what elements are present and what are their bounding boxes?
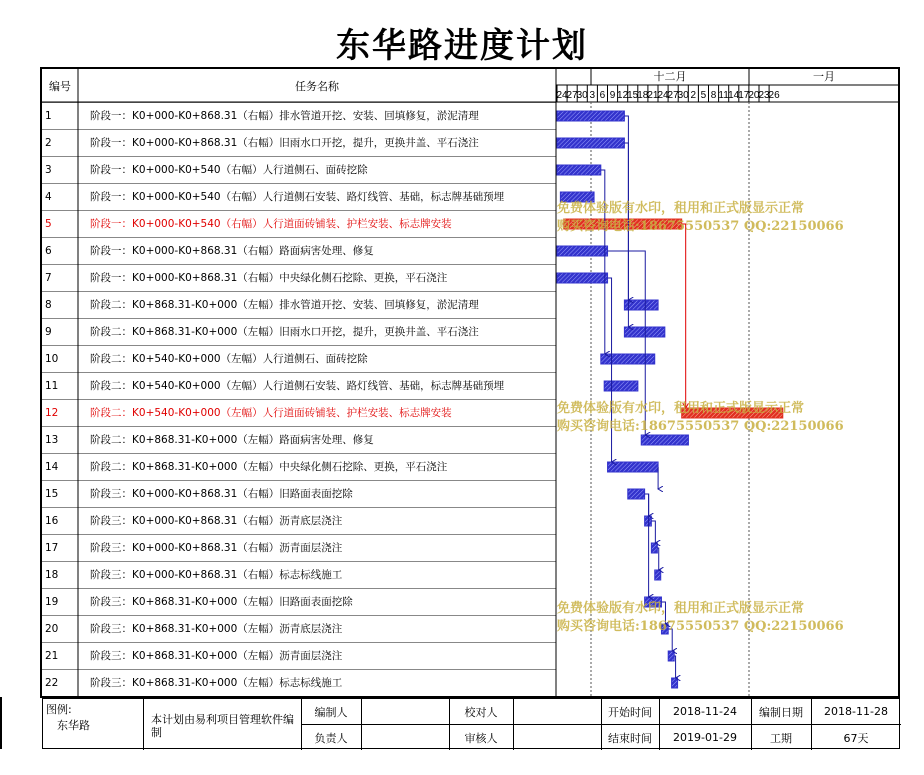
- task-name: 阶段一：K0+000-K0+868.31（右幅）排水管道开挖、安装、回填修复，淤泥清理: [90, 110, 479, 122]
- task-number: 6: [45, 245, 52, 257]
- task-name: 阶段二：K0+868.31-K0+000（左幅）旧雨水口开挖，提升，更换井盖、平石浇注: [90, 326, 479, 338]
- column-header-name: 任务名称: [295, 79, 339, 93]
- watermark-line2: 购买咨询电话:18675550537 QQ:22150066: [557, 619, 844, 634]
- dependency-link: [651, 521, 655, 543]
- watermark-line2: 购买咨询电话:18675550537 QQ:22150066: [557, 219, 844, 234]
- day-label: 27: [667, 90, 679, 101]
- dependency-link: [645, 494, 649, 597]
- task-number: 21: [45, 650, 59, 662]
- task-number: 16: [45, 515, 59, 527]
- task-name: 阶段二：K0+868.31-K0+000（左幅）排水管道开挖、安装、回填修复，淤泥清理: [90, 299, 479, 311]
- task-number: 22: [45, 677, 59, 689]
- month-label-december: 十二月: [653, 70, 687, 83]
- task-number: 13: [45, 434, 59, 446]
- software-note: 本计划由易利项目管理软件编制: [151, 713, 294, 739]
- task-name: 阶段二：K0+868.31-K0+000（左幅）路面病害处理、修复: [90, 434, 374, 446]
- task-name: 阶段三：K0+868.31-K0+000（左幅）沥青面层浇注: [90, 650, 343, 662]
- day-label: 15: [627, 90, 639, 101]
- reviewer-label: 审核人: [464, 731, 498, 745]
- task-name: 阶段三：K0+868.31-K0+000（左幅）旧路面表面挖除: [90, 596, 353, 608]
- task-bar: [557, 273, 608, 283]
- page-title: 东华路进度计划: [336, 26, 588, 66]
- duration-label: 工期: [770, 731, 792, 745]
- start-time-value: 2018-11-24: [673, 705, 737, 718]
- task-number: 14: [45, 461, 59, 473]
- task-number: 19: [45, 596, 59, 608]
- task-name: 阶段三：K0+868.31-K0+000（左幅）沥青底层浇注: [90, 623, 343, 635]
- task-name: 阶段三：K0+868.31-K0+000（左幅）标志标线施工: [90, 677, 343, 689]
- task-name: 阶段三：K0+000-K0+868.31（右幅）标志标线施工: [90, 569, 343, 581]
- task-number: 8: [45, 299, 52, 311]
- day-label: 8: [710, 90, 717, 101]
- watermark-1: [557, 200, 844, 236]
- task-bar: [557, 138, 624, 148]
- task-number: 2: [45, 137, 52, 149]
- owner-value: [361, 725, 449, 750]
- watermark-line1: 免费体验版有水印，租用和正式版显示正常: [557, 401, 805, 416]
- day-label: 5: [700, 90, 707, 101]
- dependency-link: [645, 494, 649, 516]
- task-name: 阶段二：K0+540-K0+000（左幅）人行道面砖铺装、护栏安装、标志牌安装: [90, 407, 452, 419]
- left-margin-mark: [0, 697, 2, 749]
- day-label: 20: [748, 90, 760, 101]
- end-time-label: 结束时间: [608, 731, 652, 745]
- watermark-line1: 免费体验版有水印，租用和正式版显示正常: [557, 601, 805, 616]
- task-bar: [608, 462, 659, 472]
- task-number: 18: [45, 569, 59, 581]
- task-name: 阶段三：K0+000-K0+868.31（右幅）沥青面层浇注: [90, 542, 343, 554]
- task-bar: [557, 165, 601, 175]
- footer-table: [42, 698, 900, 749]
- task-bar: [628, 489, 645, 499]
- watermark-3: [557, 600, 844, 636]
- day-label: 18: [637, 90, 649, 101]
- task-bar: [624, 327, 664, 337]
- owner-label: 负责人: [314, 731, 348, 745]
- task-number: 15: [45, 488, 59, 500]
- task-number: 7: [45, 272, 52, 284]
- dependency-link: [682, 224, 686, 408]
- day-label: 24: [657, 90, 669, 101]
- compile-date-value: 2018-11-28: [824, 705, 888, 718]
- compile-date-label: 编制日期: [759, 705, 803, 719]
- day-label: 30: [576, 90, 588, 101]
- task-bar: [655, 570, 661, 580]
- day-label: 23: [758, 90, 770, 101]
- task-bar: [557, 111, 624, 121]
- editor-label: 编制人: [314, 705, 348, 719]
- task-bar: [601, 354, 655, 364]
- watermark-line1: 免费体验版有水印，租用和正式版显示正常: [557, 201, 805, 216]
- day-label: 14: [728, 90, 740, 101]
- task-number: 4: [45, 191, 52, 203]
- day-label: 6: [599, 90, 606, 101]
- task-number: 1: [45, 110, 52, 122]
- day-label: 26: [768, 90, 780, 101]
- day-label: 12: [617, 90, 629, 101]
- day-label: 3: [589, 90, 596, 101]
- task-bar: [668, 651, 674, 661]
- day-label: 9: [609, 90, 616, 101]
- task-number: 10: [45, 353, 59, 365]
- day-label: 2: [690, 90, 697, 101]
- dependency-link: [601, 170, 605, 354]
- task-name: 阶段一：K0+000-K0+868.31（右幅）旧雨水口开挖，提升，更换井盖、平石浇注: [90, 137, 479, 149]
- watermark-line2: 购买咨询电话:18675550537 QQ:22150066: [557, 419, 844, 434]
- task-name: 阶段二：K0+868.31-K0+000（左幅）中央绿化侧石挖除、更换，平石浇注: [90, 461, 448, 473]
- day-label: 17: [738, 90, 750, 101]
- task-bar: [641, 435, 688, 445]
- task-number: 3: [45, 164, 52, 176]
- task-bar: [624, 300, 658, 310]
- task-number: 12: [45, 407, 59, 419]
- task-name: 阶段二：K0+540-K0+000（左幅）人行道侧石、面砖挖除: [90, 353, 368, 365]
- reviewer-value: [513, 725, 601, 750]
- task-name: 阶段一：K0+000-K0+540（右幅）人行道面砖铺装、护栏安装、标志牌安装: [90, 218, 452, 230]
- day-label: 24: [556, 90, 568, 101]
- day-label: 30: [677, 90, 689, 101]
- task-bar: [645, 516, 652, 526]
- task-name: 阶段一：K0+000-K0+868.31（右幅）中央绿化侧石挖除、更换，平石浇注: [90, 272, 448, 284]
- task-bar: [604, 381, 638, 391]
- task-number: 20: [45, 623, 59, 635]
- column-header-no: 编号: [49, 79, 71, 93]
- checker-label: 校对人: [464, 705, 498, 719]
- project-name: 东华路: [57, 719, 90, 732]
- task-number: 5: [45, 218, 52, 230]
- watermark-2: [557, 400, 844, 436]
- task-number: 9: [45, 326, 52, 338]
- checker-value: [513, 699, 601, 724]
- task-name: 阶段三：K0+000-K0+868.31（右幅）旧路面表面挖除: [90, 488, 353, 500]
- task-bar: [557, 246, 608, 256]
- day-label: 21: [647, 90, 659, 101]
- task-number: 11: [45, 380, 59, 392]
- task-bar: [651, 543, 657, 553]
- day-label: 11: [718, 90, 729, 101]
- month-label-january: 一月: [813, 70, 835, 83]
- end-time-value: 2019-01-29: [673, 731, 737, 744]
- start-time-label: 开始时间: [608, 705, 652, 719]
- task-number: 17: [45, 542, 59, 554]
- task-name: 阶段一：K0+000-K0+540（右幅）人行道侧石、面砖挖除: [90, 164, 368, 176]
- task-name: 阶段三：K0+000-K0+868.31（右幅）沥青底层浇注: [90, 515, 343, 527]
- legend-label: 图例:: [46, 703, 72, 716]
- task-bar: [672, 678, 678, 688]
- day-label: 27: [566, 90, 578, 101]
- task-name: 阶段一：K0+000-K0+540（右幅）人行道侧石安装、路灯线管、基础，标志牌基础预埋: [90, 191, 505, 203]
- editor-value: [361, 699, 449, 724]
- task-name: 阶段二：K0+540-K0+000（左幅）人行道侧石安装、路灯线管、基础，标志牌基础预埋: [90, 380, 505, 392]
- duration-value: 67天: [843, 731, 869, 745]
- task-name: 阶段一：K0+000-K0+868.31（右幅）路面病害处理、修复: [90, 245, 374, 257]
